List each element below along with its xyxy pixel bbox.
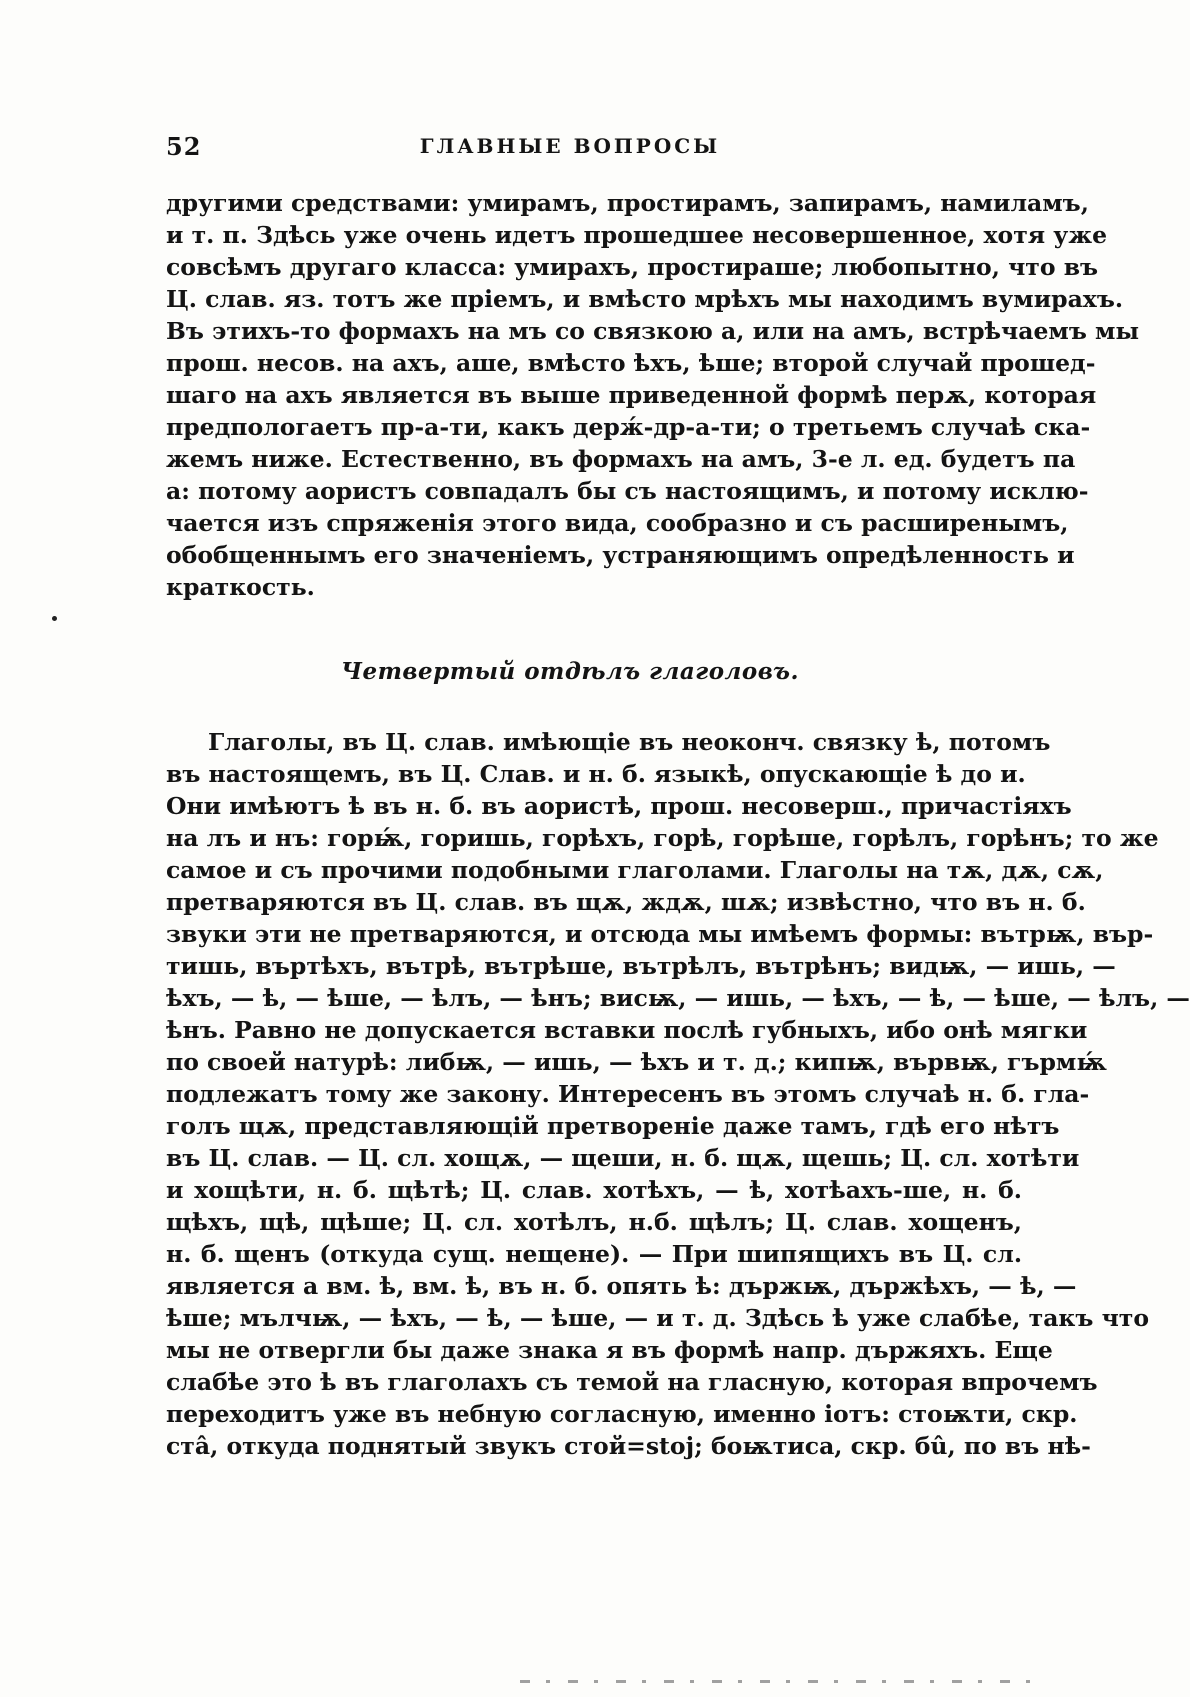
text-line: другими средствами: умирамъ, простирамъ, запирамъ, намиламъ, (166, 189, 1089, 217)
text-line: звуки эти не претваряются, и отсюда мы имѣемъ формы: вътрѭ, вър- (166, 920, 1154, 948)
text-line: обобщеннымъ его значеніемъ, устраняющимъ опредѣленность и (166, 541, 1075, 569)
text-line: слабѣе это ѣ въ глаголахъ съ темой на гласную, которая впрочемъ (166, 1368, 1098, 1396)
text-line: въ Ц. слав. — Ц. сл. хощѫ, — щеши, н. б. щѫ, щешь; Ц. сл. хотѣти (166, 1144, 1080, 1172)
text-line: жемъ ниже. Естественно, въ формахъ на амъ, 3-е л. ед. будетъ па (166, 445, 1076, 473)
text-line: самое и съ прочими подобными глаголами. Глаголы на тѫ, дѫ, сѫ, (166, 856, 1104, 884)
text-line: шаго на ахъ является въ выше приведенной формѣ перѫ, которая (166, 381, 1097, 409)
text-line: Ц. слав. яз. тотъ же пріемъ, и вмѣсто мрѣхъ мы находимъ вумирахъ. (166, 285, 1124, 313)
text-line: мы не отвергли бы даже знака я въ формѣ напр. държяхъ. Еще (166, 1336, 1053, 1364)
text-line: стâ, откуда поднятый звукъ стой=stoj; боѭтиса, скр. бû, по въ нѣ- (166, 1432, 1091, 1460)
text-line: н. б. щенъ (откуда сущ. нещене). — При шипящихъ въ Ц. сл. (166, 1240, 1022, 1268)
text-line: по своей натурѣ: либѭ, — ишь, — ѣхъ и т. д.; кипѭ, вървѭ, гърмѭ́ (166, 1048, 1107, 1076)
text-line: предпологаетъ пр-а-ти, какъ держ́-др-а-ти; о третьемъ случаѣ ска- (166, 413, 1091, 441)
text-line: переходитъ уже въ небную согласную, именно іотъ: стоѭти, скр. (166, 1400, 1078, 1428)
text-line: щѣхъ, щѣ, щѣше; Ц. сл. хотѣлъ, н.б. щѣлъ; Ц. слав. хощенъ, (166, 1208, 1022, 1236)
text-line: претваряются въ Ц. слав. въ щѫ, ждѫ, шѫ; извѣстно, что въ н. б. (166, 888, 1086, 916)
text-line: подлежатъ тому же закону. Интересенъ въ этомъ случаѣ н. б. гла- (166, 1080, 1090, 1108)
text-line: краткость. (166, 573, 315, 601)
text-line: и т. п. Здѣсь уже очень идетъ прошедшее несовершенное, хотя уже (166, 221, 1108, 249)
text-line: въ настоящемъ, въ Ц. Слав. и н. б. языкѣ, опускающіе ѣ до и. (166, 760, 1026, 788)
text-line: Они имѣютъ ѣ въ н. б. въ аористѣ, прош. несоверш., причастіяхъ (166, 792, 1072, 820)
margin-mark (52, 616, 57, 621)
text-line: ѣнъ. Равно не допускается вставки послѣ губныхъ, ибо онѣ мягки (166, 1016, 1088, 1044)
print-artifact (520, 1680, 1040, 1683)
paragraph-1 (166, 187, 1140, 603)
text-line: прош. несов. на ахъ, аше, вмѣсто ѣхъ, ѣше; второй случай прошед- (166, 349, 1096, 377)
paragraph-2 (166, 726, 1190, 1462)
page-number: 52 (166, 132, 202, 161)
text-line: голъ щѫ, представляющій претвореніе даже тамъ, гдѣ его нѣтъ (166, 1112, 1060, 1140)
text-line: ѣше; мълчѭ, — ѣхъ, — ѣ, — ѣше, — и т. д. Здѣсь ѣ уже слабѣе, такъ что (166, 1304, 1150, 1332)
text-line: является а вм. ѣ, вм. ѣ, въ н. б. опять ѣ: държѭ, държѣхъ, — ѣ, — (166, 1272, 1077, 1300)
text-line: и хощѣти, н. б. щѣтѣ; Ц. слав. хотѣхъ, — ѣ, хотѣахъ-ше, н. б. (166, 1176, 1022, 1204)
text-line: на лъ и нъ: горѭ́, горишь, горѣхъ, горѣ, горѣше, горѣлъ, горѣнъ; то же (166, 824, 1159, 852)
running-title: ГЛАВНЫЕ ВОПРОСЫ (419, 134, 721, 158)
text-line: а: потому аористъ совпадалъ бы съ настоящимъ, и потому исклю- (166, 477, 1089, 505)
text-line: Глаголы, въ Ц. слав. имѣющіе въ неоконч. связку ѣ, потомъ (208, 728, 1051, 756)
section-heading: Четвертый отдѣлъ глаголовъ. (340, 658, 800, 685)
text-line: Въ этихъ-то формахъ на мъ со связкою а, или на амъ, встрѣчаемъ мы (166, 317, 1140, 345)
text-line: чается изъ спряженія этого вида, сообразно и съ расширенымъ, (166, 509, 1069, 537)
text-line: совсѣмъ другаго класса: умирахъ, простираше; любопытно, что въ (166, 253, 1099, 281)
text-line: тишь, въртѣхъ, вътрѣ, вътрѣше, вътрѣлъ, вътрѣнъ; видѭ, — ишь, — (166, 952, 1116, 980)
text-line: ѣхъ, — ѣ, — ѣше, — ѣлъ, — ѣнъ; висѭ, — ишь, — ѣхъ, — ѣ, — ѣше, — ѣлъ, — (166, 984, 1190, 1012)
